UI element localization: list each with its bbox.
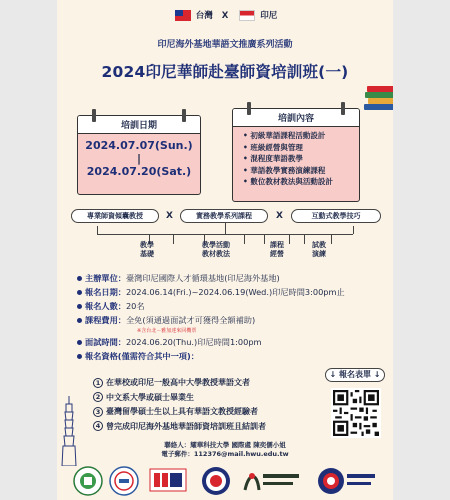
country-left: 台灣 [195, 11, 213, 21]
indonesia-flag-icon [239, 10, 255, 21]
bullet-icon [77, 290, 82, 295]
international-affairs-logo-icon [317, 466, 377, 496]
pin-icon [182, 109, 186, 122]
flow-step: 教學 基礎 [140, 241, 154, 258]
poster [57, 0, 393, 500]
university-seal-logo-icon [199, 466, 233, 496]
requirements-list [93, 376, 323, 434]
bullet-icon [77, 340, 82, 345]
flow-step: 教學活動 教材教法 [202, 241, 230, 258]
date-separator: | [136, 152, 142, 165]
country-right: 印尼 [260, 11, 278, 21]
list-item: • 數位教材教法與活動設計 [243, 176, 353, 188]
registration-form-button[interactable]: ↓ 報名表單 ↓ [325, 368, 385, 382]
feature-tracks [57, 209, 393, 223]
bullet-icon [77, 304, 82, 309]
list-item: 4 曾完成印尼海外基地華語師資培訓班且結訓者 [93, 420, 323, 435]
pin-icon [341, 102, 345, 115]
tiec-logo-icon [107, 466, 141, 496]
list-item: • 混程度華語教學 [243, 153, 353, 165]
training-content-list [233, 127, 359, 188]
info-organizer: 主辦單位：臺灣印尼國際人才循環基地(印尼海外基地) [77, 271, 377, 285]
start-date: 2024.07.07(Sun.) [85, 139, 193, 152]
hwu-university-logo-icon [241, 466, 301, 496]
list-item: 2 中文系大學或碩士畢業生 [93, 391, 323, 406]
training-dates-heading: 培訓日期 [78, 116, 200, 134]
info-fee: 課程費用：全免(須通過面試才可獲得全額補助) [77, 313, 377, 327]
taiwan-indonesia-talent-logo-icon [149, 466, 187, 496]
course-flow [57, 226, 393, 270]
pin-icon [92, 109, 96, 122]
bullet-icon [77, 318, 82, 323]
list-item: • 班級經營與管理 [243, 142, 353, 154]
info-signup-date: 報名日期：2024.06.14(Fri.)~2024.06.19(Wed.)印尼時間3:00pm止 [77, 285, 377, 299]
track-pill: 專業師資傾囊教授 [71, 209, 159, 223]
country-separator: X [221, 11, 229, 21]
track-separator: X [276, 211, 283, 221]
training-content-heading: 培訓內容 [233, 109, 359, 127]
contact-email[interactable]: 電子郵件：112376@mail.hwu.edu.tw [161, 450, 289, 458]
bullet-icon [77, 276, 82, 281]
bullet-icon [77, 354, 82, 359]
fee-note: ※含台北－雅加達來回機票 [137, 328, 197, 334]
contact-info [57, 441, 393, 459]
books-icon [363, 78, 393, 110]
list-item: • 華語教學實務演練課程 [243, 165, 353, 177]
flow-step: 試教 演練 [312, 241, 326, 258]
list-item: • 初級華語課程活動設計 [243, 130, 353, 142]
track-pill: 實務教學系列課程 [180, 209, 268, 223]
info-quota: 報名人數：20名 [77, 299, 377, 313]
taiwan-flag-icon [175, 10, 191, 21]
track-separator: X [166, 211, 173, 221]
track-pill: 互動式教學技巧 [291, 209, 381, 223]
registration-qr-code[interactable] [331, 388, 381, 438]
flow-step: 課程 經營 [270, 241, 284, 258]
event-subtitle: 印尼海外基地華語文推廣系列活動 [157, 40, 293, 50]
sponsor-logos [57, 462, 393, 500]
event-info [77, 271, 377, 363]
info-interview: 面試時間：2024.06.20(Thu.)印尼時間1:00pm [77, 335, 377, 349]
training-content-box [232, 108, 360, 202]
qr-code-icon [333, 390, 379, 436]
training-dates-box [77, 115, 201, 195]
info-eligibility: 報名資格(僅需符合其中一項)： [77, 349, 377, 363]
end-date: 2024.07.20(Sat.) [86, 165, 192, 178]
ministry-of-education-logo-icon [73, 466, 103, 496]
contact-person: 聯絡人：耀華科技大學 國際處 陳奕儒小姐 [164, 441, 286, 449]
event-title: 2024印尼華師赴臺師資培訓班(一) [101, 63, 349, 81]
list-item: 3 臺灣留學碩士生以上具有華語文教授經驗者 [93, 405, 323, 420]
country-header [57, 9, 393, 21]
list-item: 1 在華校或印尼一般高中大學教授華語文者 [93, 376, 323, 391]
pin-icon [247, 102, 251, 115]
